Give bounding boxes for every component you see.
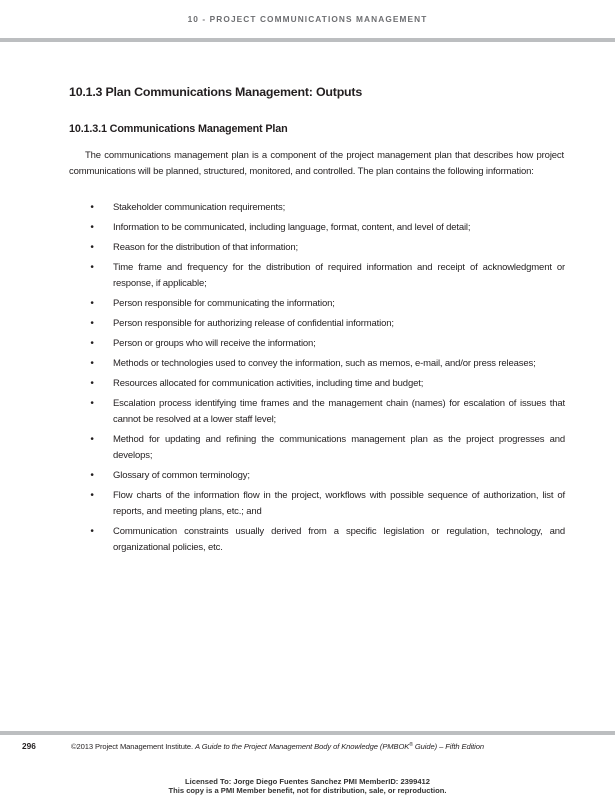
list-item xyxy=(87,396,565,428)
list-item-text: Communication constraints usually derived from a specific legislation or regulation, technology, and organizational policies, etc. xyxy=(113,526,565,553)
bullet-dot-icon: • xyxy=(90,358,94,369)
footer-rule xyxy=(0,731,615,735)
list-item xyxy=(87,356,565,372)
list-item-text: Reason for the distribution of that information; xyxy=(113,242,299,253)
bullet-dot-icon: • xyxy=(90,490,94,501)
footer-citation xyxy=(71,742,484,751)
bullet-dot-icon: • xyxy=(90,202,94,213)
list-item-text: Glossary of common terminology; xyxy=(113,470,250,481)
list-item xyxy=(87,336,565,352)
bullet-dot-icon: • xyxy=(90,222,94,233)
list-item xyxy=(87,240,565,256)
list-item-text: Method for updating and refining the communications management plan as the project progresses and develops; xyxy=(113,434,565,461)
running-header: 10 - PROJECT COMMUNICATIONS MANAGEMENT xyxy=(187,14,428,24)
subsection-heading: 10.1.3.1 Communications Management Plan xyxy=(69,123,288,135)
list-item-text: Time frame and frequency for the distribution of required information and receipt of acknowledgment or response, if applicable; xyxy=(113,262,565,289)
list-item xyxy=(87,468,565,484)
list-item xyxy=(87,316,565,332)
list-item-text: Person responsible for communicating the information; xyxy=(113,298,335,309)
bullet-dot-icon: • xyxy=(90,298,94,309)
bullet-dot-icon: • xyxy=(90,318,94,329)
registered-mark: ® xyxy=(409,742,413,748)
copyright-text: ©2013 Project Management Institute. xyxy=(71,742,193,751)
bullet-dot-icon: • xyxy=(90,262,94,273)
list-item xyxy=(87,432,565,464)
list-item xyxy=(87,260,565,292)
list-item xyxy=(87,200,565,216)
list-item-text: Stakeholder communication requirements; xyxy=(113,202,286,213)
bullet-dot-icon: • xyxy=(90,470,94,481)
page-number: 296 xyxy=(22,741,36,751)
list-item xyxy=(87,296,565,312)
bullet-dot-icon: • xyxy=(90,398,94,409)
list-item xyxy=(87,376,565,392)
list-item-text: Resources allocated for communication activities, including time and budget; xyxy=(113,378,424,389)
list-item xyxy=(87,488,565,520)
bullet-dot-icon: • xyxy=(90,338,94,349)
license-notice xyxy=(0,778,615,795)
list-item-text: Person or groups who will receive the information; xyxy=(113,338,316,349)
list-item-text: Person responsible for authorizing release of confidential information; xyxy=(113,318,394,329)
bullet-dot-icon: • xyxy=(90,526,94,537)
license-line-1: Licensed To: Jorge Diego Fuentes Sanchez PMI MemberID: 2399412 xyxy=(184,777,431,786)
list-item-text: Information to be communicated, including language, format, content, and level of detail; xyxy=(113,222,471,233)
list-item xyxy=(87,524,565,556)
book-title-end: Guide) – Fifth Edition xyxy=(412,742,485,751)
bullet-dot-icon: • xyxy=(90,434,94,445)
list-item xyxy=(87,220,565,236)
bullet-list xyxy=(87,200,565,560)
intro-paragraph: The communications management plan is a component of the project management plan that describes how project communications will be planned, structured, monitored, and controlled. The plan contains the following information: xyxy=(69,150,564,177)
list-item-text: Methods or technologies used to convey the information, such as memos, e-mail, and/or press releases; xyxy=(113,358,536,369)
section-heading: 10.1.3 Plan Communications Management: Outputs xyxy=(69,85,363,99)
bullet-dot-icon: • xyxy=(90,242,94,253)
list-item-text: Escalation process identifying time frames and the management chain (names) for escalation of issues that cannot be resolved at a lower staff level; xyxy=(113,398,565,425)
book-title: A Guide to the Project Management Body of Knowledge (PMBOK xyxy=(195,742,410,751)
header-rule xyxy=(0,38,615,42)
license-line-2: This copy is a PMI Member benefit, not for distribution, sale, or reproduction. xyxy=(168,785,447,795)
bullet-dot-icon: • xyxy=(90,378,94,389)
list-item-text: Flow charts of the information flow in the project, workflows with possible sequence of authorization, list of reports, and meeting plans, etc.; and xyxy=(113,490,565,517)
